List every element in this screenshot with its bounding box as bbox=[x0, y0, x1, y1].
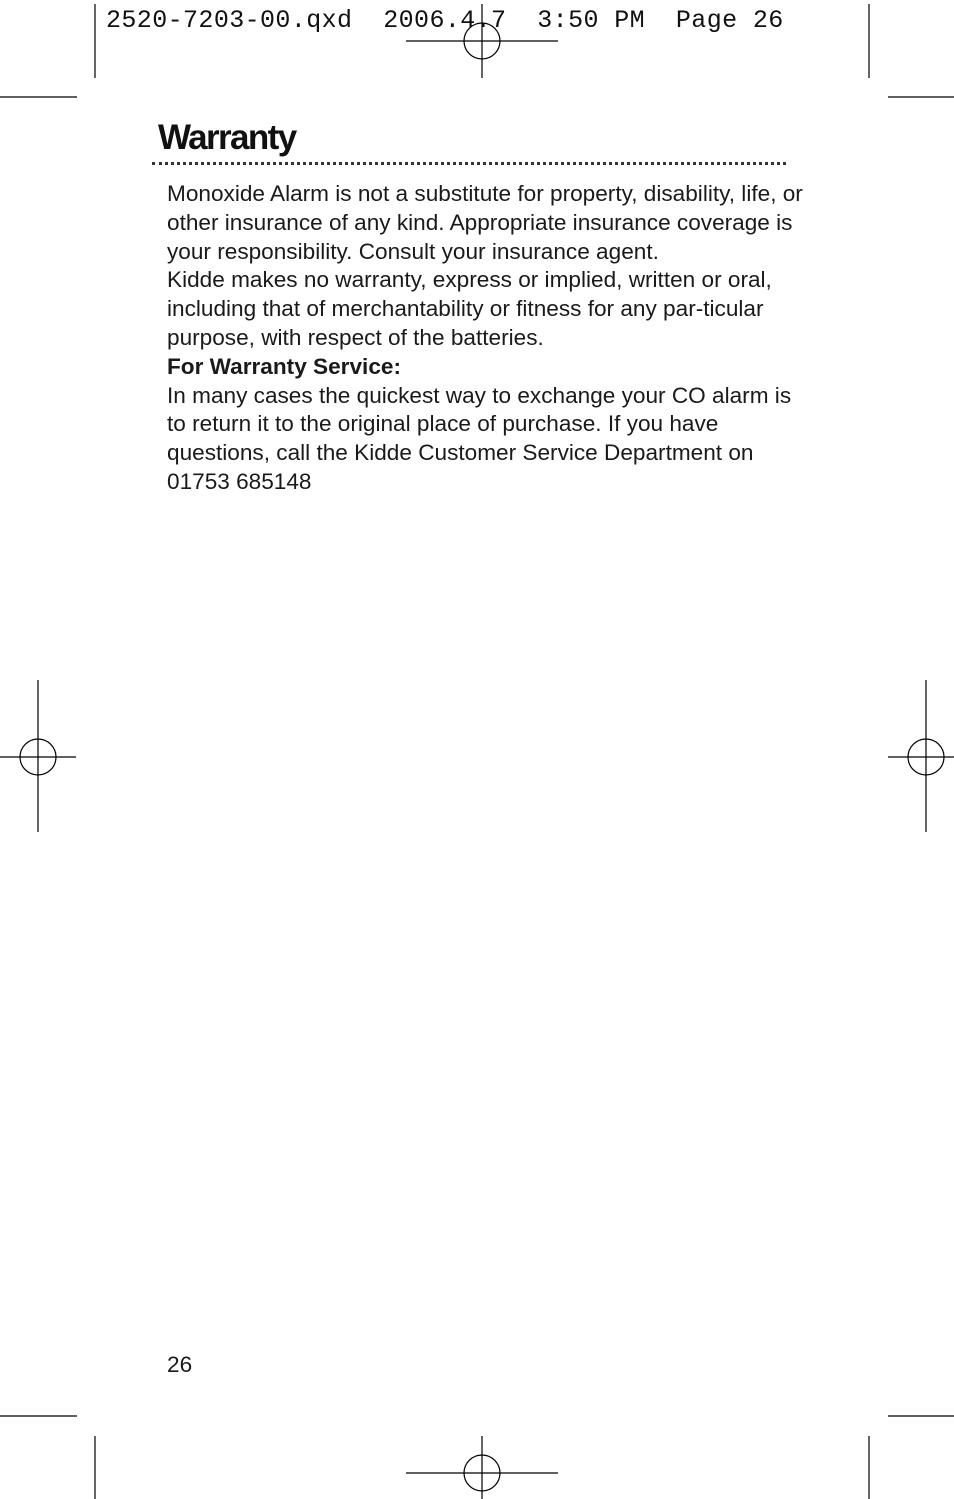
print-slug-line: 2520-7203-00.qxd 2006.4.7 3:50 PM Page 26 bbox=[106, 6, 784, 35]
insurance-paragraph: Monoxide Alarm is not a substitute for property, disability, life, or other insurance of any kind. Appropriate insurance coverage is your responsibility. Consult your insurance agent. bbox=[167, 181, 803, 264]
warranty-body bbox=[167, 180, 807, 497]
page-number: 26 bbox=[167, 1352, 193, 1377]
battery-warranty-paragraph: Kidde makes no warranty, express or implied, written or oral, including that of merchantability or fitness for any par-ticular purpose, with respect of the batteries. bbox=[167, 267, 772, 350]
warranty-service-paragraph: In many cases the quickest way to exchange your CO alarm is to return it to the original place of purchase. If you have questions, call the Kidde Customer Service Department on 01753 685148 bbox=[167, 382, 792, 494]
page-title: Warranty bbox=[158, 118, 296, 157]
title-dotted-rule bbox=[152, 162, 786, 165]
warranty-service-heading: For Warranty Service: bbox=[167, 353, 401, 379]
